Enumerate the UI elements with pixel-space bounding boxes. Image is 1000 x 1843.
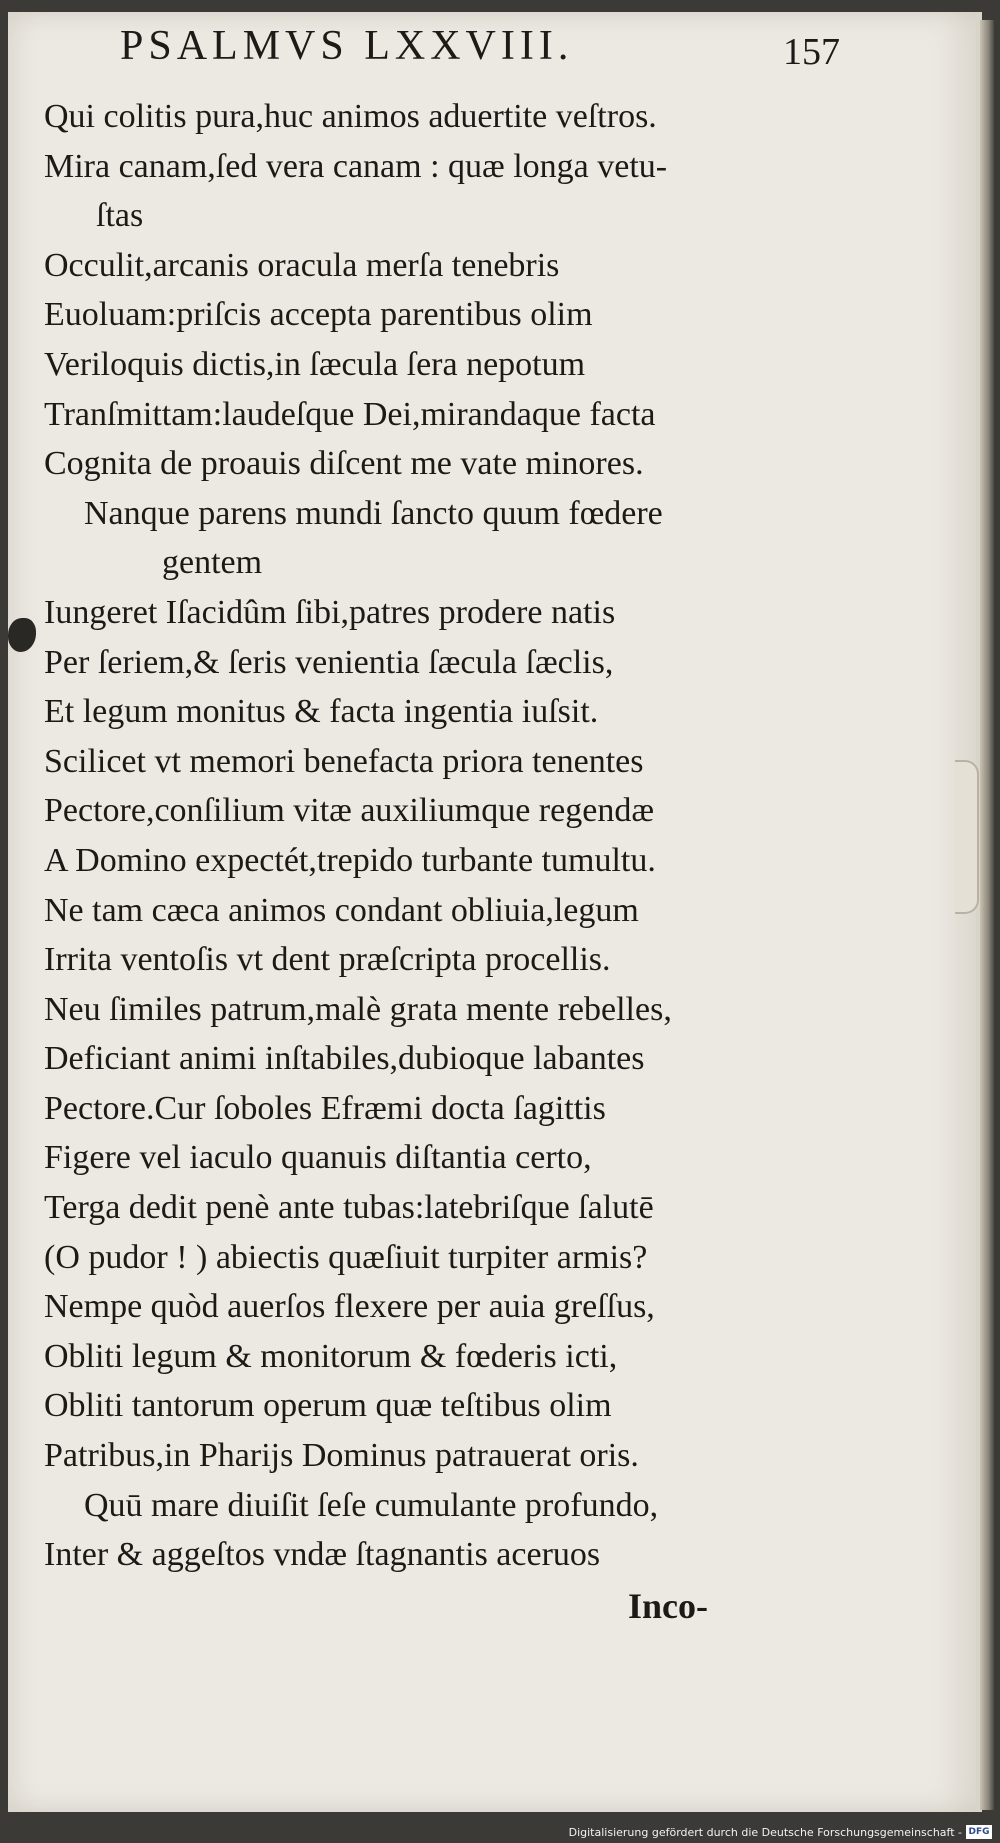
dfg-logo: DFG <box>966 1825 992 1839</box>
verse-text-block <box>44 92 914 1580</box>
digitization-credit: Digitalisierung gefördert durch die Deutsche Forschungsgemeinschaft - <box>568 1826 962 1839</box>
verse-line: Iungeret Iſacidûm ſibi,patres prodere natis <box>44 593 616 631</box>
verse-line: ſtas <box>96 197 144 235</box>
page-header <box>120 22 840 82</box>
verse-line: Nempe quòd auerſos flexere per auia greſſus, <box>44 1288 655 1326</box>
verse-line: Occulit,arcanis oracula merſa tenebris <box>44 246 560 284</box>
page-tab-marker <box>955 760 979 914</box>
verse-line: Quū mare diuiſit ſeſe cumulante profundo, <box>84 1486 659 1524</box>
verse-line: Mira canam,ſed vera canam : quæ longa vetu- <box>44 147 668 185</box>
verse-line: Figere vel iaculo quanuis diſtantia certo, <box>44 1139 592 1177</box>
verse-line: Ne tam cæca animos condant obliuia,legum <box>44 891 639 929</box>
verse-line: Et legum monitus & facta ingentia iuſsit. <box>44 693 599 731</box>
catchword: Inco- <box>628 1586 708 1626</box>
running-head: PSALMVS LXXVIII. <box>120 23 574 69</box>
verse-line: Patribus,in Pharijs Dominus patrauerat oris. <box>44 1437 639 1475</box>
verse-line: Qui colitis pura,huc animos aduertite veſtros. <box>44 98 657 135</box>
verse-line: Tranſmittam:laudeſque Dei,mirandaque facta <box>44 395 656 433</box>
verse-line: Deficiant animi inſtabiles,dubioque labantes <box>44 1040 645 1078</box>
page-edge <box>980 20 994 1810</box>
verse-line: Irrita ventoſis vt dent præſcripta procellis. <box>44 941 611 979</box>
verse-line: Veriloquis dictis,in ſæcula ſera nepotum <box>44 345 586 383</box>
verse-line: Per ſeriem,& ſeris venientia ſæcula ſæclis, <box>44 643 614 681</box>
verse-line: Euoluam:priſcis accepta parentibus olim <box>44 296 593 334</box>
verse-line: Obliti tantorum operum quæ teſtibus olim <box>44 1387 612 1425</box>
verse-line: Pectore,conſilium vitæ auxiliumque regendæ <box>44 792 654 830</box>
verse-line: Terga dedit penè ante tubas:latebriſque ſalutē <box>44 1189 654 1227</box>
verse-line: gentem <box>162 544 263 582</box>
verse-line: A Domino expectét,trepido turbante tumultu. <box>44 841 656 879</box>
verse-line: Cognita de proauis diſcent me vate minores. <box>44 445 644 483</box>
page-number: 157 <box>783 31 840 73</box>
verse-line: Obliti legum & monitorum & fœderis icti, <box>44 1337 618 1375</box>
verse-line: Pectore.Cur ſoboles Efræmi docta ſagittis <box>44 1089 606 1127</box>
verse-line: Inter & aggeſtos vndæ ſtagnantis aceruos <box>44 1536 601 1574</box>
verse-line: Scilicet vt memori benefacta priora tenentes <box>44 742 644 780</box>
verse-line: Nanque parens mundi ſancto quum fœdere <box>84 494 663 532</box>
verse-line: (O pudor ! ) abiectis quæſiuit turpiter armis? <box>44 1238 648 1276</box>
verse-line: Neu ſimiles patrum,malè grata mente rebelles, <box>44 990 672 1028</box>
